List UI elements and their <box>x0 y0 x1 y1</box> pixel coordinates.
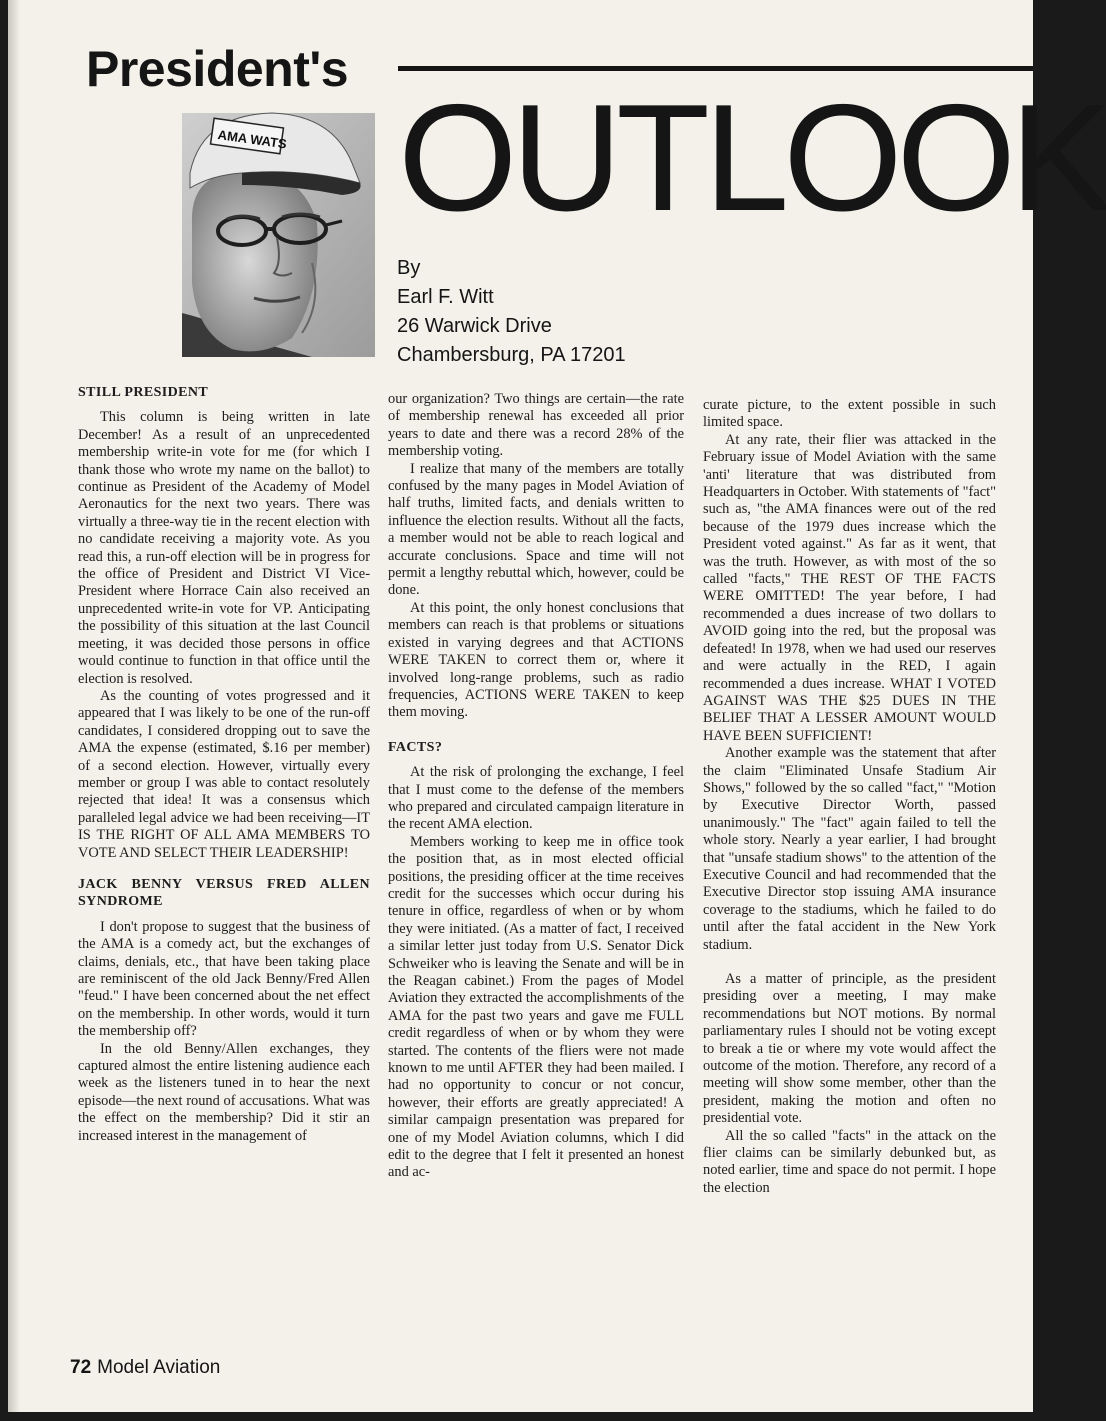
section-heading: FACTS? <box>388 739 443 755</box>
paragraph: Members working to keep me in office took the position that, as in most elected official positions, the presiding officer at the time receives credit for the successes which occur during his tenure in office, regardless of when or by whom they were initiated. (As a matter of fact, I received a similar letter just today from U.S. Senator Dick Schweiker who is leaving the Senate and will be in the Reagan cabinet.) From the pages of Model Aviation they extracted the accomplishments of the AMA for the past two years and gave me FULL credit regardless of when or by whom they were started. The contents of the fliers were not made known to me until AFTER they had been mailed. I had no opportunity to concur or not concur, however, their efforts are greatly appreciated! A similar campaign presentation was prepared for one of my Model Aviation columns, which I did edit to the degree that I felt it presented an honest and ac- <box>388 833 684 1181</box>
magazine-page <box>8 0 1106 1412</box>
page-footer <box>70 1357 220 1379</box>
paragraph: In the old Benny/Allen exchanges, they captured almost the entire listening audience each week as the listeners tuned in to hear the next episode—the next round of accusations. What was the effect on the membership? Did it stir an increased interest in the management of <box>78 1040 370 1144</box>
text-column-2 <box>388 391 684 1182</box>
author-city: Chambersburg, PA 17201 <box>397 344 626 366</box>
text-column-1 <box>78 384 370 1145</box>
paragraph: At this point, the only honest conclusions that members can reach is that problems or situations existed in varying degrees and that ACTIONS WERE TAKEN to correct them or, where it involved long-range problems, such as radio frequencies, ACTIONS WERE TAKEN to keep them moving. <box>388 599 684 721</box>
paragraph: curate picture, to the extent possible in such limited space. <box>703 397 996 431</box>
byline <box>397 254 626 370</box>
paragraph: All the so called "facts" in the attack on the flier claims can be similarly debunked but, as noted earlier, time and space do not permit. I hope the election <box>703 1127 996 1196</box>
paragraph: As a matter of principle, as the president presiding over a meeting, I may make recommendations but NOT motions. By normal parliamentary rules I should not be voting except to break a tie or where my vote would affect the outcome of the motion. Therefore, any record of a meeting will show some member, other than the president, making the motion and often no presidential vote. <box>703 971 996 1127</box>
header-rule <box>398 66 1033 71</box>
section-heading: STILL PRESIDENT <box>78 385 209 400</box>
page-edge <box>8 0 20 1412</box>
paragraph: Another example was the statement that after the claim "Eliminated Unsafe Stadium Air Shows," followed by the so called "fact," "Motion by Executive Director Worth, passed unanimously." The "fact" again failed to tell the whole story. Nearly a year earlier, I had brought that "unsafe stadium shows" to the attention of the Executive Council and had recommended that the Executive Director stop issuing AMA insurance coverage to the stadiums, which he failed to do until after the fatal accident in the New York stadium. <box>703 745 996 953</box>
author-portrait-image <box>182 113 375 357</box>
paragraph: This column is being written in late December! As a result of an unprecedented membership write-in vote for me (for which I thank those who wrote my name on the ballot) to continue as President of the Academy of Model Aeronautics for the next two years. There was virtually a three-way tie in the recent election with no candidate receiving a majority vote. As you read this, a run-off election will be in progress for the office of President and District VI Vice-President where Horrace Cain also received an unprecedented write-in vote for VP. Anticipating the possibility of this situation at the last Council meeting, it was decided those persons in office would continue to function in that office until the election is resolved. <box>78 409 370 687</box>
paragraph: As the counting of votes progressed and it appeared that I was likely to be one of the run-off candidates, I considered dropping out to save the AMA the expense (estimated, $.16 per member) of a second election. However, virtually every member or group I was able to contact resolutely rejected that idea! It was a consensus which paralleled legal advice we had been receiving—IT IS THE RIGHT OF ALL AMA MEMBERS TO VOTE AND SELECT THEIR LEADERSHIP! <box>78 687 370 861</box>
column-title: OUTLOOK <box>398 73 1106 243</box>
author-street: 26 Warwick Drive <box>397 315 552 337</box>
section-heading: JACK BENNY VERSUS FRED ALLEN SYNDROME <box>78 876 370 910</box>
byline-by: By <box>397 257 421 279</box>
paragraph: At the risk of prolonging the exchange, I feel that I must come to the defense of the members who prepared and circulated campaign literature in the recent AMA election. <box>388 764 684 833</box>
paragraph: At any rate, their flier was attacked in the February issue of Model Aviation with the same 'anti' literature that was distributed from Headquarters in October. With statements of "fact" such as, "the AMA finances were out of the red because of the 1979 dues increase which the President voted against." As far as it went, that was the truth. However, as with most of the so called "facts," THE REST OF THE FACTS WERE OMITTED! The year before, I had recommended a dues increase of two dollars to AVOID going into the red, but the proposal was defeated! In 1978, when we had used our reserves and were actually in the RED, I again recommended a dues increase. WHAT I VOTED AGAINST WAS THE $25 DUES IN THE BELIEF THAT A LESSER AMOUNT WOULD HAVE BEEN SUFFICIENT! <box>703 431 996 744</box>
cap-badge: AMA WATS <box>216 127 288 152</box>
text-column-3 <box>703 397 996 1197</box>
paragraph: I realize that many of the members are totally confused by the many pages in Model Aviation of half truths, limited facts, and denials written to influence the election results. Without all the facts, a member would not be able to reach logical and accurate conclusions. Space and time will not permit a lengthy rebuttal which, however, could be done. <box>388 460 684 599</box>
author-photo <box>182 113 375 357</box>
paragraph: our organization? Two things are certain—the rate of membership renewal has exceeded all prior years to date and there was a record 28% of the membership voting. <box>388 391 684 460</box>
column-kicker: President's <box>86 41 349 97</box>
author-name: Earl F. Witt <box>397 286 494 308</box>
magazine-name: Model Aviation <box>97 1357 221 1378</box>
paragraph: I don't propose to suggest that the business of the AMA is a comedy act, but the exchanges of claims, denials, etc., that have been taking place are reminiscent of the old Jack Benny/Fred Allen "feud." I have been concerned about the net effect on the membership. In other words, would it turn the membership off? <box>78 918 370 1040</box>
page-number: 72 <box>70 1357 92 1378</box>
